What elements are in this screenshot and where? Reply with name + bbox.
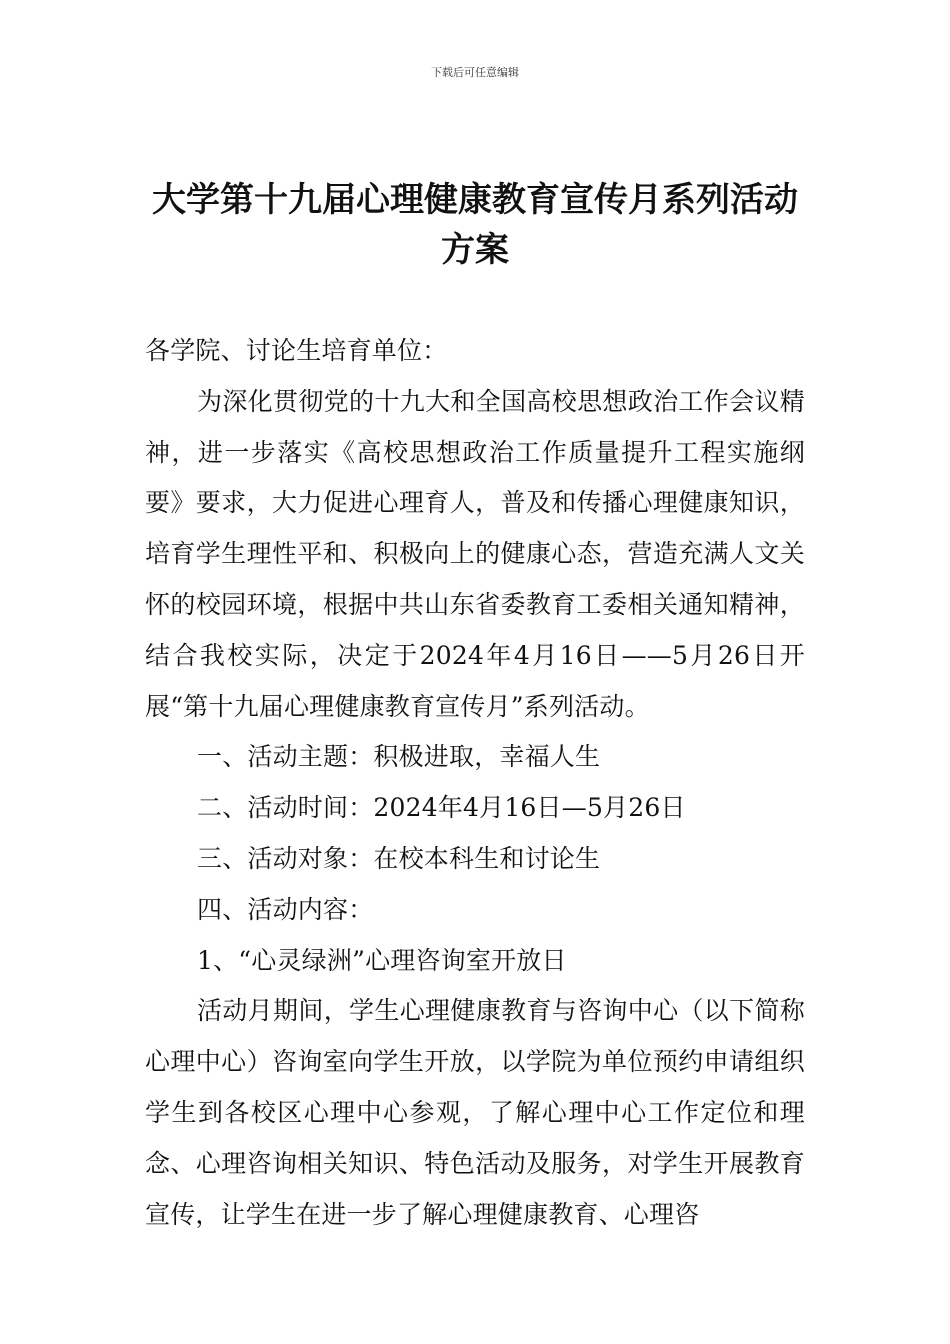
section-theme: 一、活动主题：积极进取，幸福人生 xyxy=(197,742,601,772)
section-audience: 三、活动对象：在校本科生和讨论生 xyxy=(197,843,601,873)
document-body xyxy=(145,326,805,1240)
sub-item-heading: 1、“心灵绿洲”心理咨询室开放日 xyxy=(197,945,567,975)
salutation: 各学院、讨论生培育单位： xyxy=(145,336,448,365)
sub-item-description: 活动月期间，学生心理健康教育与咨询中心（以下简称心理中心）咨询室向学生开放，以学院为单位预约申请组织学生到各校区心理中心参观，了解心理中心工作定位和理念、心理咨询相关知识、特色活动及服务，对学生开展教育宣传，让学生在进一步了解心理健康教育、心理咨 xyxy=(145,996,805,1229)
intro-paragraph: 为深化贯彻党的十九大和全国高校思想政治工作会议精神，进一步落实《高校思想政治工作质量提升工程实施纲要》要求，大力促进心理育人，普及和传播心理健康知识，培育学生理性平和、积极向上的健康心态，营造充满人文关怀的校园环境，根据中共山东省委教育工委相关通知精神，结合我校实际，决定于2024年4月16日——5月26日开展“第十九届心理健康教育宣传月”系列活动。 xyxy=(145,386,805,721)
section-content: 四、活动内容： xyxy=(197,894,374,924)
page-header-note: 下载后可任意编辑 xyxy=(431,66,519,79)
section-time: 二、活动时间：2024年4月16日—5月26日 xyxy=(197,793,686,823)
document-title: 大学第十九届心理健康教育宣传月系列活动方案 xyxy=(152,180,798,270)
